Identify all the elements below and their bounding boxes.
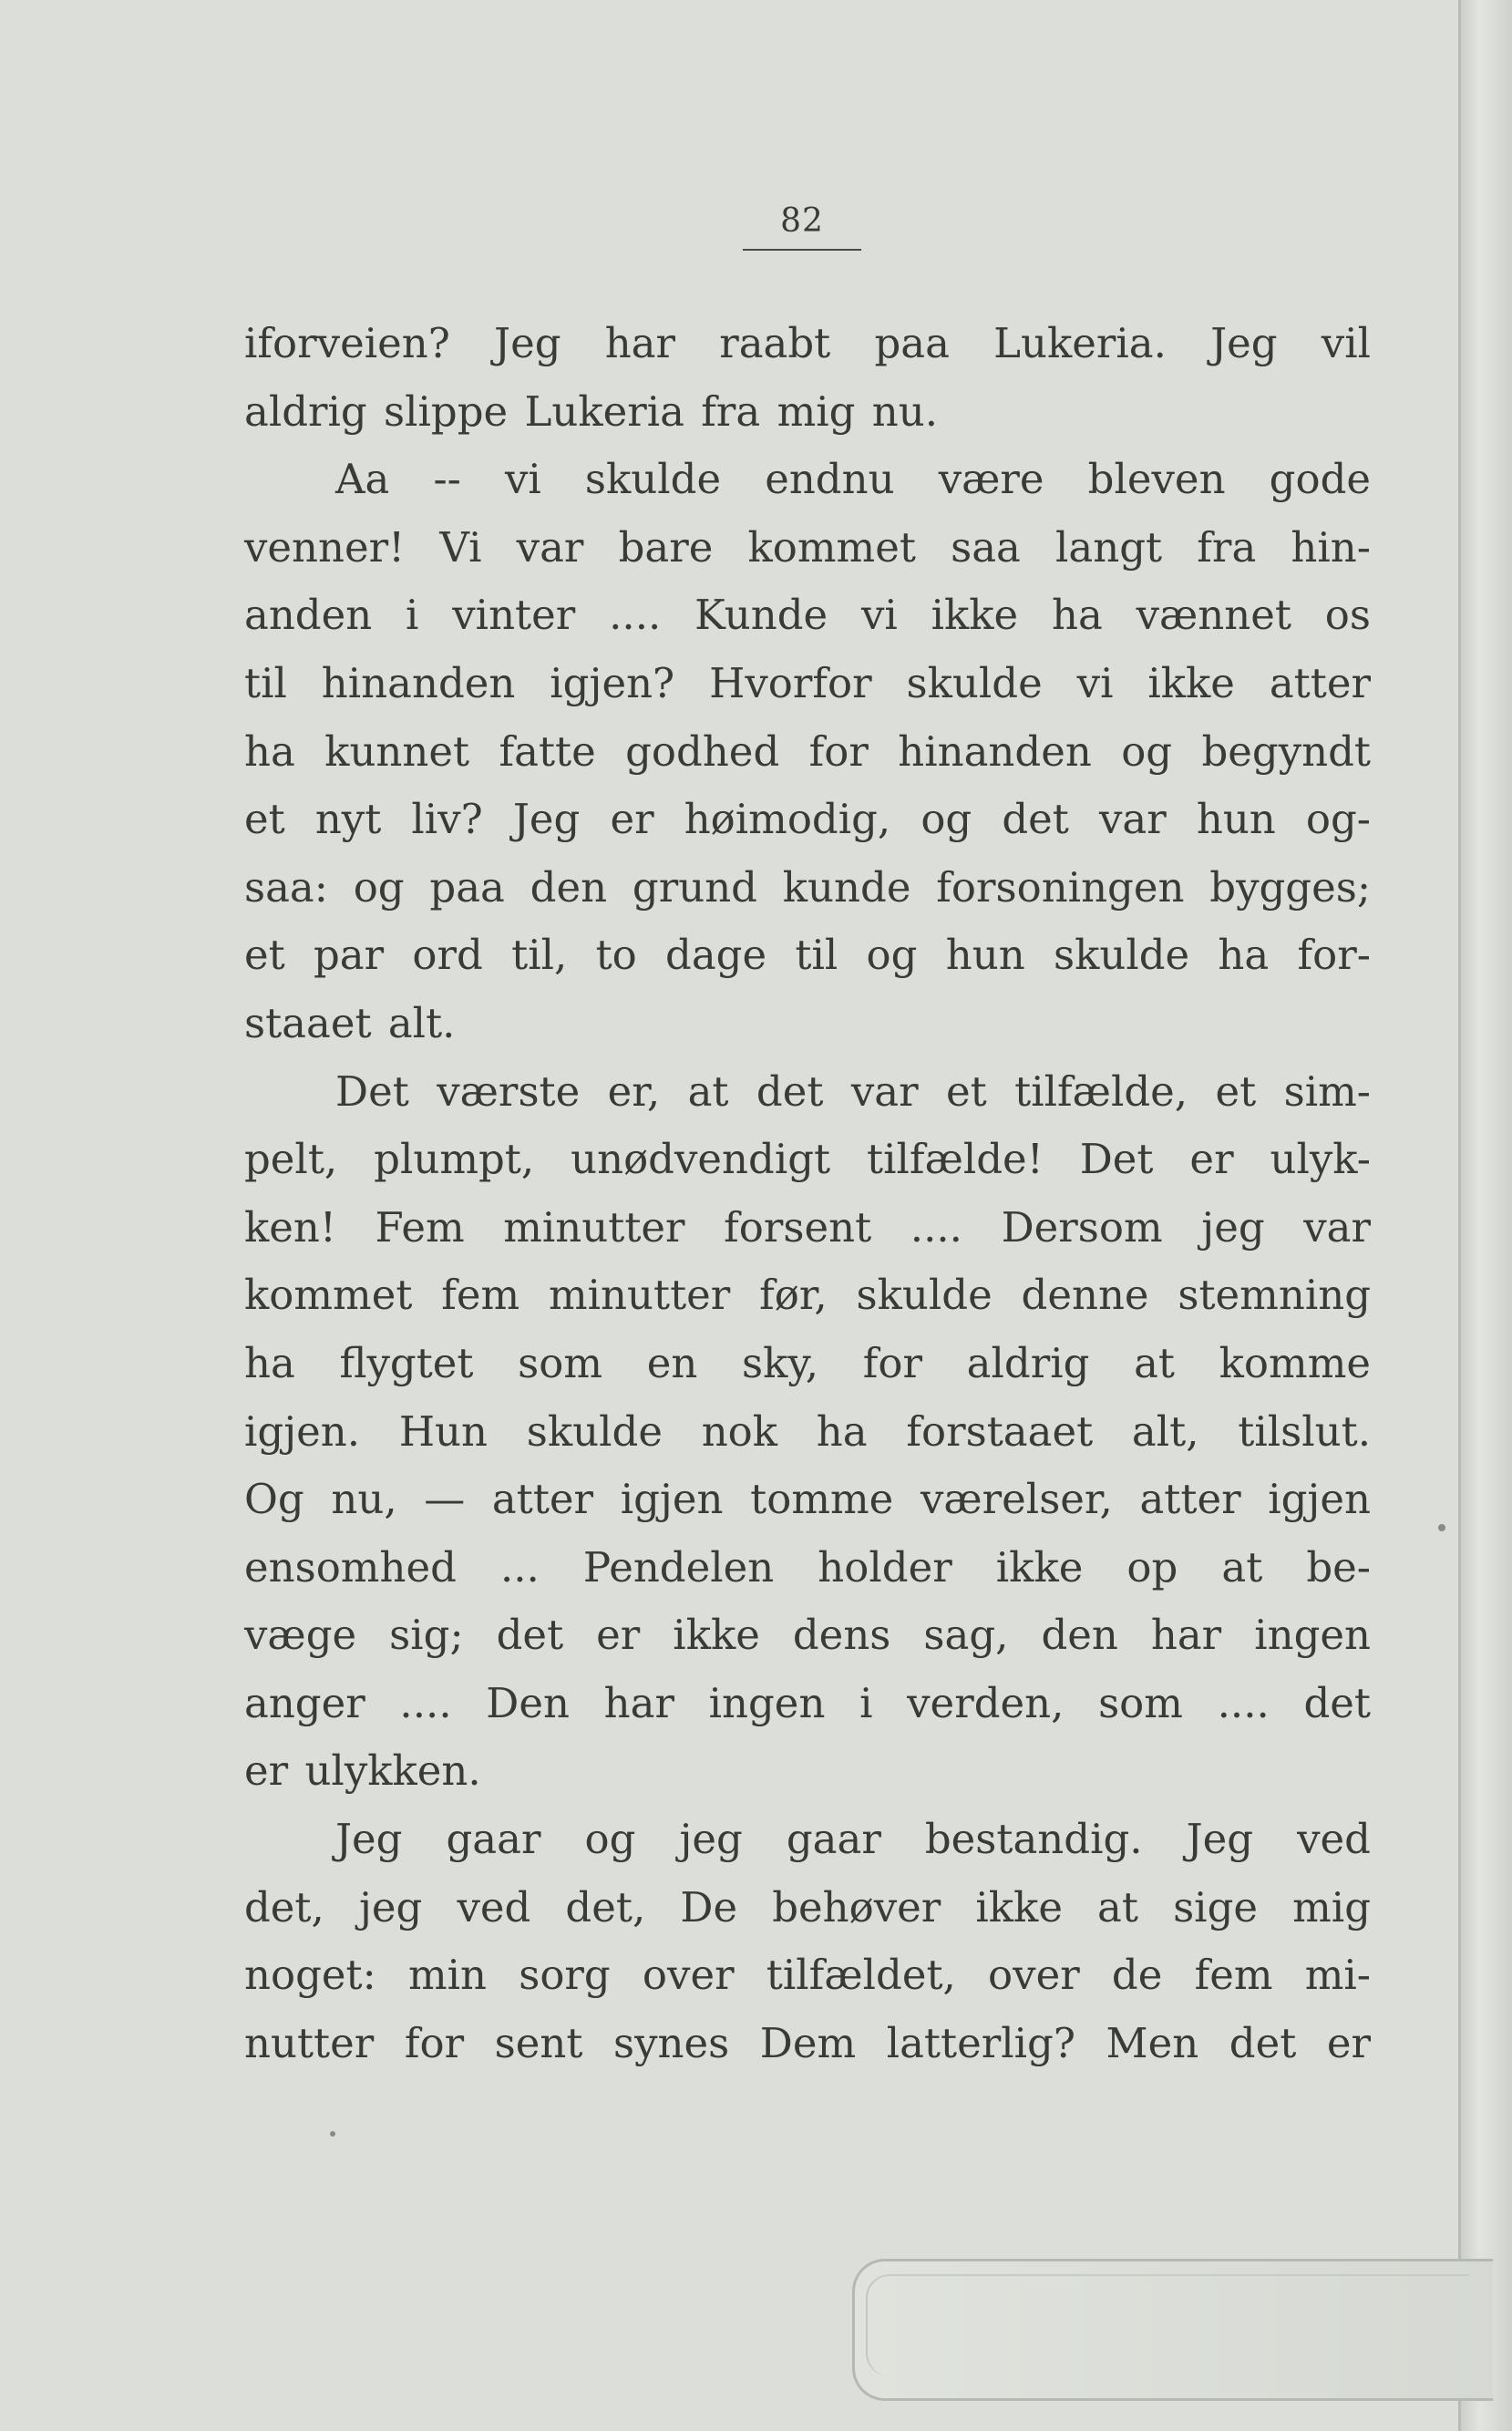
text-line: ha kunnet fatte godhed for hinanden og begyndt: [244, 726, 1371, 776]
text-line: anden i vinter .... Kunde vi ikke ha vænnet os: [244, 591, 1371, 640]
text-line: et nyt liv? Jeg er høimodig, og det var hun og-: [244, 795, 1371, 844]
text-line: Aa -- vi skulde endnu være bleven gode: [335, 455, 1371, 504]
text-line: et par ord til, to dage til og hun skulde ha for-: [244, 931, 1371, 980]
paper-speck: [1438, 1524, 1445, 1531]
body-text: [244, 310, 1371, 2077]
text-line: igjen. Hun skulde nok ha forstaaet alt, tilslut.: [244, 1406, 1371, 1456]
text-line: væge sig; det er ikke dens sag, den har ingen: [244, 1611, 1371, 1660]
page-number-rule: [743, 249, 861, 251]
text-line: ken! Fem minutter forsent .... Dersom jeg var: [244, 1202, 1371, 1252]
page-edge: [1458, 0, 1512, 2431]
text-line: er ulykken.: [244, 1746, 481, 1796]
text-line: venner! Vi var bare kommet saa langt fra hin-: [244, 522, 1371, 572]
text-line: saa: og paa den grund kunde forsoningen bygges;: [244, 862, 1371, 912]
text-line: staaet alt.: [244, 998, 456, 1047]
text-line: pelt, plumpt, unødvendigt tilfælde! Det er ulyk-: [244, 1135, 1371, 1184]
text-line: ha flygtet som en sky, for aldrig at komme: [244, 1338, 1371, 1387]
paper-speck: [330, 2131, 335, 2137]
text-line: nutter for sent synes Dem latterlig? Men det er: [244, 2018, 1371, 2067]
text-line: anger .... Den har ingen i verden, som .... det: [244, 1678, 1371, 1727]
page-number: 82: [780, 202, 824, 240]
text-line: kommet fem minutter før, skulde denne stemning: [244, 1271, 1371, 1320]
text-line: Det værste er, at det var et tilfælde, et sim-: [335, 1066, 1371, 1116]
text-line: aldrig slippe Lukeria fra mig nu.: [244, 386, 939, 436]
text-line: til hinanden igjen? Hvorfor skulde vi ikke atter: [244, 658, 1371, 707]
text-line: ensomhed ... Pendelen holder ikke op at be-: [244, 1542, 1371, 1591]
page-gutter-line: [1458, 0, 1461, 2431]
text-line: noget: min sorg over tilfældet, over de fem mi-: [244, 1951, 1371, 2000]
library-label-inner: [866, 2274, 1469, 2376]
text-line: det, jeg ved det, De behøver ikke at sige mig: [244, 1882, 1371, 1931]
text-line: iforveien? Jeg har raabt paa Lukeria. Jeg vil: [244, 319, 1371, 367]
text-line: Jeg gaar og jeg gaar bestandig. Jeg ved: [335, 1815, 1371, 1864]
text-line: Og nu, — atter igjen tomme værelser, atter igjen: [244, 1475, 1371, 1524]
